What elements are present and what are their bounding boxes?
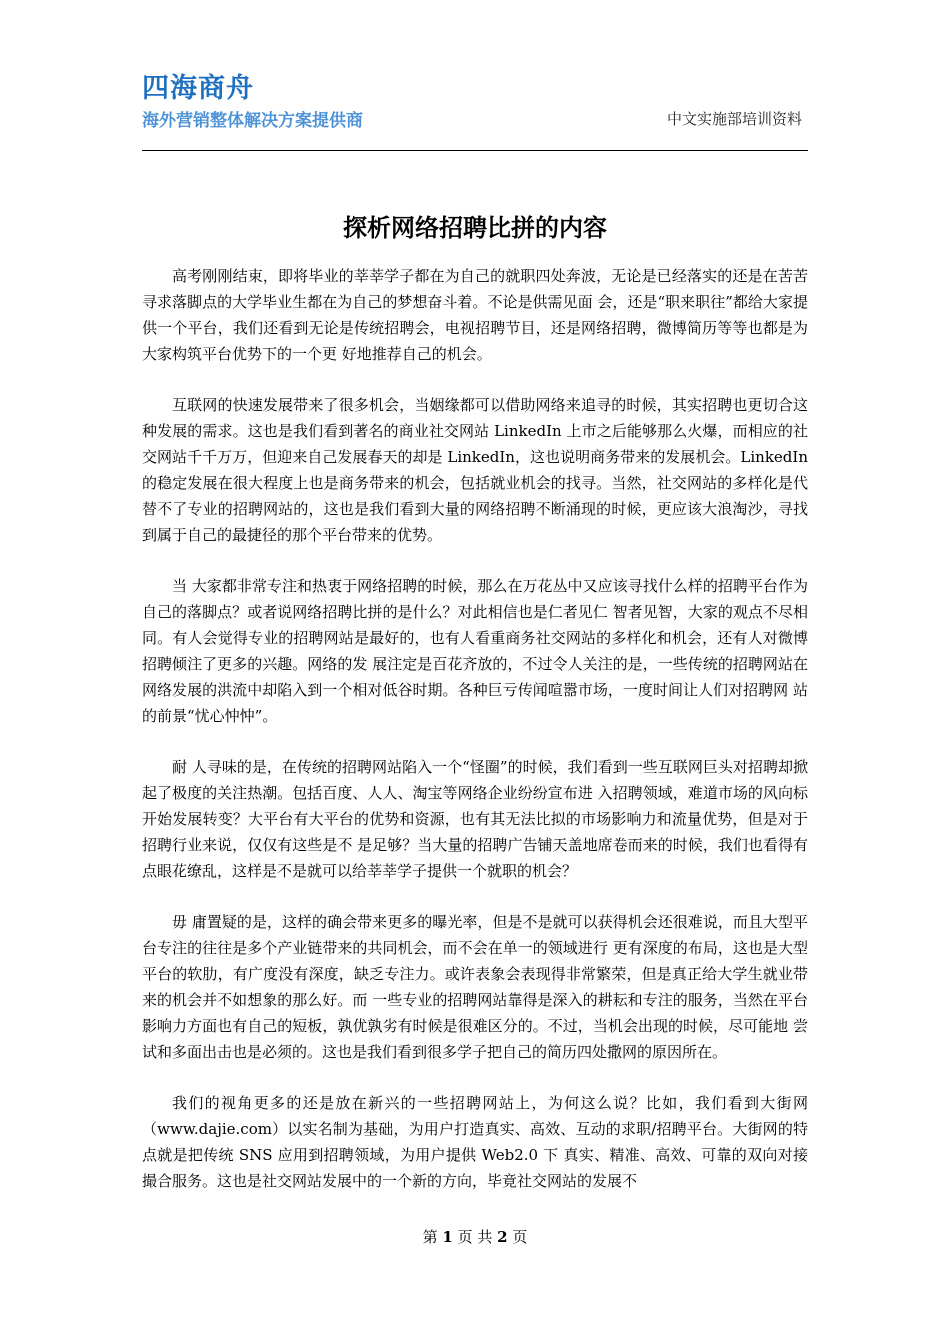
paragraph: 互联网的快速发展带来了很多机会，当姻缘都可以借助网络来追寻的时候，其实招聘也更切合这种发展的需求。这也是我们看到著名的商业社交网站 LinkedIn 上市之后能够那么火爆，而相应的社交网站千千万万，但迎来自己发展春天的却是 LinkedIn，这也说明商务带来的发展机会。LinkedIn 的稳定发展在很大程度上也是商务带来的机会，包括就业机会的找寻。当然，社交网站的多样化是代替不了专业的招聘网站的，这也是我们看到大量的网络招聘不断涌现的时候，更应该大浪淘沙，寻找到属于自己的最捷径的那个平台带来的优势。	[142, 396, 808, 544]
paragraph: 毋 庸置疑的是，这样的确会带来更多的曝光率，但是不是就可以获得机会还很难说，而且大型平台专注的往往是多个产业链带来的共同机会，而不会在单一的领域进行 更有深度的布局，这也是大型平台的软肋，有广度没有深度，缺乏专注力。或许表象会表现得非常繁荣，但是真正给大学生就业带来的机会并不如想象的那么好。而 一些专业的招聘网站靠得是深入的耕耘和专注的服务，当然在平台影响力方面也有自己的短板，孰优孰劣有时候是很难区分的。不过，当机会出现的时候，尽可能地 尝试和多面出击也是必须的。这也是我们看到很多学子把自己的简历四处撒网的原因所在。	[142, 913, 808, 1061]
document-body	[142, 263, 808, 1219]
header-divider	[142, 150, 808, 151]
paragraph: 高考刚刚结束，即将毕业的莘莘学子都在为自己的就职四处奔波，无论是已经落实的还是在苦苦寻求落脚点的大学毕业生都在为自己的梦想奋斗着。不论是供需见面 会，还是“职来职往”都给大家提供一个平台，我们还看到无论是传统招聘会，电视招聘节目，还是网络招聘，微博简历等等也都是为大家构筑平台优势下的一个更 好地推荐自己的机会。	[142, 267, 808, 363]
document-title: 探析网络招聘比拼的内容	[343, 214, 607, 242]
footer-middle: 页 共	[457, 1228, 493, 1246]
paragraph: 耐 人寻味的是，在传统的招聘网站陷入一个“怪圈”的时候，我们看到一些互联网巨头对招聘却掀起了极度的关注热潮。包括百度、人人、淘宝等网络企业纷纷宣布进 入招聘领域，难道市场的风向标开始发展转变？大平台有大平台的优势和资源，也有其无法比拟的市场影响力和流量优势，但是对于招聘行业来说，仅仅有这些是不 是足够？当大量的招聘广告铺天盖地席卷而来的时候，我们也看得有点眼花缭乱，这样是不是就可以给莘莘学子提供一个就职的机会？	[142, 758, 808, 880]
total-page-count: 2	[497, 1228, 508, 1246]
footer-suffix: 页	[512, 1228, 528, 1246]
paragraph: 当 大家都非常专注和热衷于网络招聘的时候，那么在万花丛中又应该寻找什么样的招聘平台作为自己的落脚点？或者说网络招聘比拼的是什么？对此相信也是仁者见仁 智者见智，大家的观点不尽相同。有人会觉得专业的招聘网站是最好的，也有人看重商务社交网站的多样化和机会，还有人对微博招聘倾注了更多的兴趣。网络的发 展注定是百花齐放的，不过令人关注的是，一些传统的招聘网站在网络发展的洪流中却陷入到一个相对低谷时期。各种巨亏传闻喧嚣市场，一度时间让人们对招聘网 站的前景“忧心忡忡”。	[142, 577, 808, 725]
brand-slogan: 海外营销整体解决方案提供商	[142, 111, 363, 131]
page-footer	[142, 1226, 808, 1247]
page-header	[142, 62, 808, 152]
document-type-label: 中文实施部培训资料	[666, 110, 802, 128]
paragraph: 我们的视角更多的还是放在新兴的一些招聘网站上，为何这么说？比如，我们看到大街网（www.dajie.com）以实名制为基础，为用户打造真实、高效、互动的求职/招聘平台。大街网的特点就是把传统 SNS 应用到招聘领域，为用户提供 Web2.0 下 真实、精准、高效、可靠的双向对接撮合服务。这也是社交网站发展中的一个新的方向，毕竟社交网站的发展不	[142, 1094, 808, 1190]
brand-name: 四海商舟	[142, 73, 254, 104]
footer-prefix: 第	[422, 1228, 438, 1246]
current-page-number: 1	[442, 1228, 453, 1246]
